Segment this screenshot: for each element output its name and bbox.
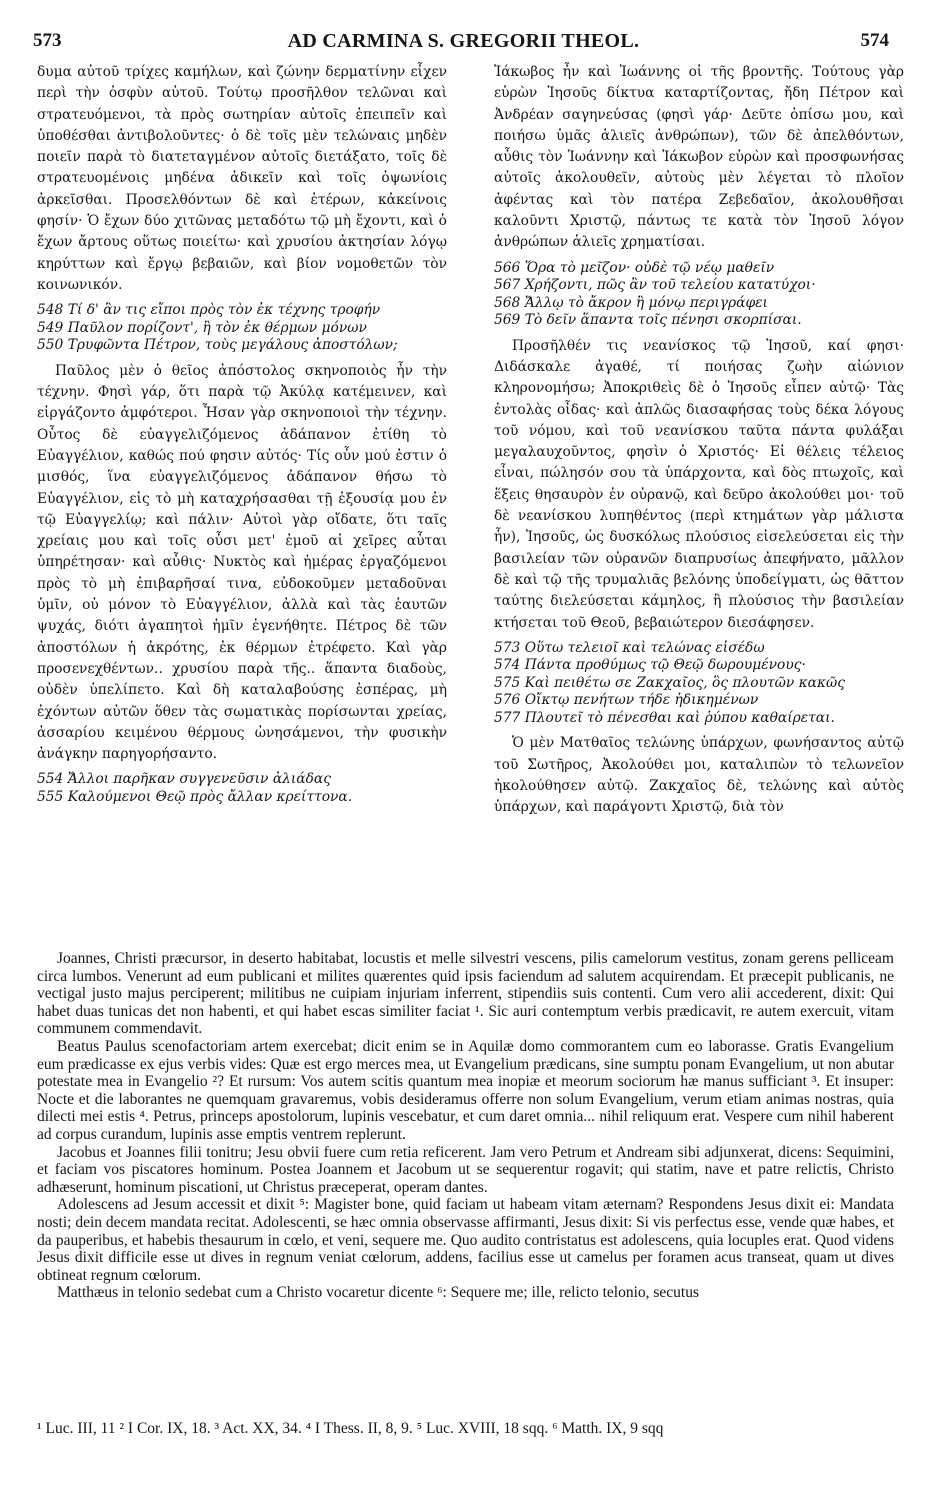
page-number-left: 573	[33, 30, 62, 51]
running-title: AD CARMINA S. GREGORII THEOL.	[287, 30, 640, 52]
verse-line: 549 Παῦλον πορίζοντ', ἢ τὸν ἐκ θέρμων μόνων	[37, 319, 367, 336]
verse-line: 550 Τρυφῶντα Πέτρον, τοὺς μεγάλους ἀποστόλων;	[37, 337, 398, 354]
verse-line: 554 Ἄλλοι παρῆκαν συγγενεῦσιν ἀλιάδας	[37, 771, 331, 788]
verse-line: 566 Ὅρα τὸ μεῖζον· οὐδὲ τῷ νέῳ μαθεῖν	[494, 259, 775, 276]
verse-block	[37, 771, 447, 806]
verse-line: 574 Πάντα προθύμως τῷ Θεῷ δωρουμένους·	[494, 657, 806, 674]
verse-line: 573 Οὕτω τελειοῖ καὶ τελώνας εἰσέδω	[494, 639, 765, 656]
verse-line: 569 Τὸ δεῖν ἅπαντα τοῖς πένησι σκορπίσαι.	[494, 312, 802, 329]
greek-paragraph: Προσῆλθέν τις νεανίσκος τῷ Ἰησοῦ, καί φησι· Διδάσκαλε ἀγαθέ, τί ποιήσας ζωὴν αἰώνιον κληρονομήσω; Ἀποκριθεὶς δὲ ὁ Ἰησοῦς εἶπεν αὐτῷ· Τὰς ἐντολὰς οἶδας· καὶ ἁπλῶς διασαφήσας τοὺς δέκα λόγους τοῦ νόμου, καὶ τοῦ νεανίσκου ταῦτα πάντα φυλάξαι μεγαλαυχοῦντος, φησὶν ὁ Χριστός· Εἰ θέλεις τέλειος εἶναι, πώλησόν σου τὰ ὑπάρχοντα, καὶ δὸς πτωχοῖς, καὶ ἕξεις θησαυρὸν ἐν οὐρανῷ, καὶ δεῦρο ἀκολούθει μοι· τοῦ δὲ νεανίσκου λυπηθέντος (περὶ κτημάτων γὰρ μάλιστα ἦν), Ἰησοῦς, ὡς δυσκόλως πλούσιος εἰσελεύσεται εἰς τὴν βασιλείαν τῶν οὐρανῶν διαπρυσίως ἀπεφήνατο, μᾶλλον δὲ καὶ τῷ τῆς τρυμαλιᾶς βελόνης ὑποδείγματι, ὡς θᾶττον ταύτης διελεύσεται κάμηλος, ἢ πλούσιος τὴν βασιλείαν κτήσεται τοῦ Θεοῦ, βεβαιώτερον διεσάφησεν.	[494, 337, 904, 631]
latin-translation	[37, 950, 894, 1302]
verse-line: 575 Καὶ πειθέτω σε Ζακχαῖος, ὃς πλουτῶν κακῶς	[494, 674, 846, 691]
greek-column-left	[37, 62, 447, 942]
verse-line: 568 Ἄλλῳ τὸ ἄκρον ἢ μόνῳ περιγράφει	[494, 294, 768, 311]
footnotes: ¹ Luc. III, 11 ² I Cor. IX, 18. ³ Act. XX, 34. ⁴ I Thess. II, 8, 9. ⁵ Luc. XVIII, 18 sqq. ⁶ Matth. IX, 9 sqq	[37, 1420, 664, 1437]
latin-paragraph: Joannes, Christi præcursor, in deserto habitabat, locustis et melle silvestri vescens, pilis camelorum vestitus, zonam gerens pelliceam circa lumbos. Venerunt ad eum publicani et milites quærentes quid ipsis faciendum ad salutem acquirendam. Et præcepit publicanis, ne vectigal justo majus perciperent; militibus ne cuipiam injuriam inferrent, stipendiis suis contenti. Cum vero alii accederent, dixit: Qui habet duas tunicas det non habenti, et qui habet escas similiter faciat ¹. Sic auri contemptum verbis prædicavit, re autem exercuit, vitam communem commendavit.	[37, 950, 894, 1038]
verse-line: 577 Πλουτεῖ τὸ πένεσθαι καὶ ῥύπου καθαίρεται.	[494, 709, 835, 726]
verse-line: 576 Οἴκτῳ πενήτων τήδε ἠδικημένων	[494, 692, 759, 709]
greek-paragraph: Ὁ μὲν Ματθαῖος τελώνης ὑπάρχων, φωνήσαντος αὐτῷ τοῦ Σωτῆρος, Ἀκολούθει μοι, καταλιπὼν τὸ τελωνεῖον ἠκολούθησεν αὐτῷ. Ζακχαῖος δὲ, τελώνης καὶ αὐτὸς ὑπάρχων, καὶ παράγοντι Χριστῷ, διὰ τὸν	[494, 735, 904, 816]
verse-line: 548 Τί δ' ἂν τις εἴποι πρὸς τὸν ἐκ τέχνης τροφήν	[37, 302, 381, 319]
latin-paragraph: Beatus Paulus scenofactoriam artem exercebat; dicit enim se in Aquilæ domo commorantem cum eo laborasse. Gratis Evangelium eum prædicasse ex ejus verbis vides: Quæ est ergo merces mea, ut Evangelium prædicans, sine sumptu ponam Evangelium, ut non abutar potestate mea in Evangelio ²? Et rursum: Vos autem scitis quantum mea inopiæ et meorum sociorum hæ manus sufficiant ³. Et insuper: Nocte et die laborantes ne quemquam gravaremus, vobis desideramus offerre non solum Evangelium, verum etiam animas nostras, quia dilecti mei estis ⁴. Petrus, princeps apostolorum, lupinis vescebatur, et cum daret omnia... nihil reliquum erat. Vespere cum nihil haberent ad corpus curandum, lupinis asse emptis ventrem replerunt.	[37, 1037, 894, 1143]
verse-line: 567 Χρήζοντι, πῶς ἂν τοῦ τελείου κατατύχοι·	[494, 277, 816, 294]
latin-paragraph: Adolescens ad Jesum accessit et dixit ⁵: Magister bone, quid faciam ut habeam vitam æternam? Respondens Jesus dixit ei: Mandata nosti; dein decem mandata recitat. Adolescenti, se hæc omnia observasse affirmanti, Jesus dixit: Si vis perfectus esse, vende quæ habes, et da pauperibus, et habebis thesaurum in cœlo, et veni, sequere me. Quo audito contristatus est adolescens, quia locuples erat. Quod videns Jesus dixit difficile esse ut dives in regnum veniat cœlorum, addens, facilius esse ut camelus per foramen acus transeat, quam ut dives obtineat regnum cœlorum.	[37, 1196, 894, 1284]
latin-paragraph: Jacobus et Joannes filii tonitru; Jesu obvii fuere cum retia reficerent. Jam vero Petrum et Andream sibi adjunxerat, dicens: Sequimini, et faciam vos piscatores hominum. Postea Joannem et Jacobum ut se sequerentur rogavit; qui statim, nave et patre relictis, Christo adhæserunt, hominum piscationi, ut Christus præceperat, operam dantes.	[37, 1143, 894, 1196]
latin-paragraph: Matthæus in telonio sedebat cum a Christo vocaretur dicente ⁶: Sequere me; ille, relicto telonio, secutus	[57, 1284, 700, 1302]
greek-paragraph: Παῦλος μὲν ὁ θεῖος ἀπόστολος σκηνοποιὸς ἦν τὴν τέχνην. Φησὶ γάρ, ὅτι παρὰ τῷ Ἀκύλᾳ κατέμεινεν, καὶ εἰργάζοντο ἀμφότεροι. Ἦσαν γὰρ σκηνοποιοὶ τὴν τέχνην. Οὗτος δὲ εὐαγγελιζόμενος ἀδάπανον ἐτίθη τὸ Εὐαγγέλιον, καθώς πού φησιν αὐτός· Τίς οὖν μού ἐστιν ὁ μισθός, ἵνα εὐαγγελιζόμενος ἀδάπανον θήσω τὸ Εὐαγγέλιον, εἰς τὸ μὴ καταχρήσασθαι τῇ ἐξουσίᾳ μου ἐν τῷ Εὐαγγελίῳ; καὶ πάλιν· Αὐτοὶ γὰρ οἴδατε, ὅτι ταῖς χρείαις μου καὶ τοῖς οὖσι μετ' ἐμοῦ αἱ χεῖρες αὗται ὑπηρέτησαν· καὶ αὖθις· Νυκτὸς καὶ ἡμέρας ἐργαζόμενοι πρὸς τὸ μὴ ἐπιβαρῆσαί τινα, εὐδοκοῦμεν μεταδοῦναι ὑμῖν, οὐ μόνον τὸ Εὐαγγέλιον, ἀλλὰ καὶ τὰς ἑαυτῶν ψυχάς, διότι ἀγαπητοὶ ἡμῖν ἐγενήθητε. Πέτρος δὲ τῶν ἀποστόλων ἡ ἀκρότης, ἐκ θέρμων ἐτρέφετο. Καὶ γὰρ προσενεχθέντων.. χρυσίου παρὰ τῆς.. ἅπαντα διαδοὺς, οὐδὲν ὑπελίπετο. Καὶ δὴ καταλαβούσης ἑσπέρας, μὴ ἐχόντων αὐτῶν ὅθεν τὰς σωματικὰς πορίσωνται χρείας, ἀσσαρίου κειμένου θέρμους ὠνησάμενοι, τὴν φυσικὴν ἀνάγκην παρηγορήσαντο.	[37, 362, 447, 763]
verse-block	[37, 302, 447, 355]
greek-paragraph: Ἰάκωβος ἦν καὶ Ἰωάννης οἱ τῆς βροντῆς. Τούτους γὰρ εὑρὼν Ἰησοῦς δίκτυα καταρτίζοντας, ἤδη Πέτρον καὶ Ἀνδρέαν σαγηνεύσας (φησὶ γάρ· Δεῦτε ὀπίσω μου, καὶ ποιήσω ὑμᾶς ἁλιεῖς ἀνθρώπων), τῶν δὲ ἀπελθόντων, αὖθις τὸν Ἰωάννην καὶ Ἰάκωβον εὑρὼν καὶ προσφωνήσας αὐτοῖς ἀκολουθεῖν, αὐτοὺς μὲν λέγεται τὸ πλοῖον ἀφέντας καὶ τὸν πατέρα Ζεβεδαῖον, ἀκολουθῆσαι καλοῦντι Χριστῷ, πάντως τε κατὰ τὸν Ἰησοῦ λόγον ἀνθρώπων ἁλιεῖς χρηματίσαι.	[494, 64, 904, 251]
verse-line: 555 Καλούμενοι Θεῷ πρὸς ἄλλαν κρείττονα.	[37, 788, 353, 805]
greek-paragraph: δυμα αὐτοῦ τρίχες καμήλων, καὶ ζώνην δερματίνην εἶχεν περὶ τὴν ὀσφὺν αὐτοῦ. Τούτῳ προσῆλθον τελῶναι καὶ στρατευόμενοι, τὰ πρὸς σωτηρίαν αὐτοῖς ἐπειπεῖν καὶ ὑποθέσθαι ἀντιβολοῦντες· ὁ δὲ τοῖς μὲν τελώναις μηδὲν ποιεῖν παρὰ τὸ διατεταγμένον αὐτοῖς διετάξατο, τοῖς δὲ στρατευομένοις μηδένα ἀδικεῖν καὶ τοῖς ὀψωνίοις ἀρκεῖσθαι. Προσελθόντων δὲ καὶ ἑτέρων, κἀκείνοις φησίν· Ὁ ἔχων δύο χιτῶνας μεταδότω τῷ μὴ ἔχοντι, καὶ ὁ ἔχων ἄρτους οὕτως ποιείτω· καὶ χρυσίου ἀκτησίαν λόγῳ κηρύττων καὶ ἔργῳ βεβαιῶν, καὶ βίον νομοθετῶν τὸν κοινωνικόν.	[37, 64, 447, 293]
verse-block	[494, 640, 904, 728]
running-header	[0, 30, 927, 60]
verse-block	[494, 260, 904, 330]
page-number-right: 574	[860, 30, 889, 51]
greek-column-right	[494, 62, 904, 942]
